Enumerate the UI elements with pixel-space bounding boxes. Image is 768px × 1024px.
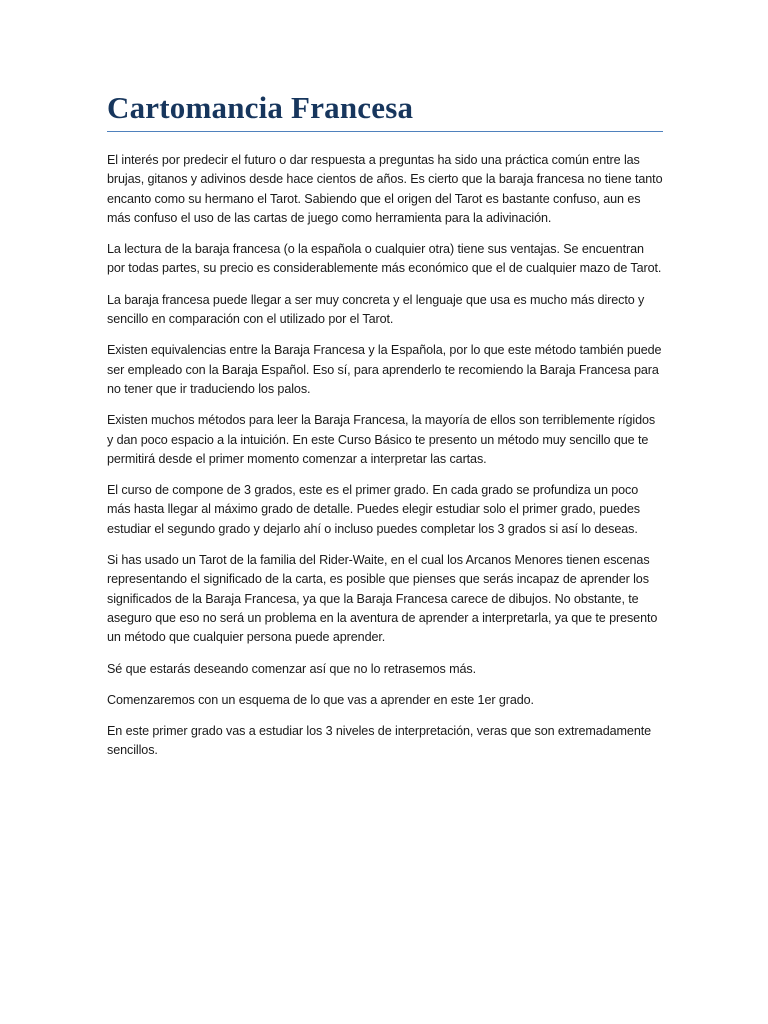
document-page: [107, 88, 663, 773]
paragraph: La baraja francesa puede llegar a ser muy concreta y el lenguaje que usa es mucho más directo y sencillo en comparación con el utilizado por el Tarot.: [107, 292, 645, 327]
title-underline-rule: [107, 131, 663, 132]
paragraph: Comenzaremos con un esquema de lo que vas a aprender en este 1er grado.: [107, 692, 534, 707]
paragraph: La lectura de la baraja francesa (o la española o cualquier otra) tiene sus ventajas. Se encuentran por todas partes, su precio es considerablemente más económico que el de cualquier mazo de Tarot.: [107, 242, 662, 276]
paragraph: Existen equivalencias entre la Baraja Francesa y la Española, por lo que este método también puede ser empleado con la Baraja Español. Eso sí, para aprenderlo te recomiendo la Baraja Francesa para no tener que ir traduciendo los palos.: [107, 343, 662, 396]
paragraph: El curso de compone de 3 grados, este es el primer grado. En cada grado se profundiza un poco más hasta llegar al máximo grado de detalle. Puedes elegir estudiar solo el primer grado, puedes estudiar el segundo grado y dejarlo ahí o incluso puedes completar los 3 grados si así lo deseas.: [107, 483, 640, 536]
paragraph: El interés por predecir el futuro o dar respuesta a preguntas ha sido una práctica común entre las brujas, gitanos y adivinos desde hace cientos de años. Es cierto que la baraja francesa no tiene tanto encanto como su hermano el Tarot. Sabiendo que el origen del Tarot es bastante confuso, aun es más confuso el uso de las cartas de juego como herramienta para la adivinación.: [107, 153, 663, 225]
document-title: Cartomancia Francesa: [107, 90, 414, 125]
paragraph: Sé que estarás deseando comenzar así que no lo retrasemos más.: [107, 661, 477, 676]
paragraph: Si has usado un Tarot de la familia del Rider-Waite, en el cual los Arcanos Menores tienen escenas representando el significado de la carta, es posible que pienses que serás incapaz de aprender los significados de la Baraja Francesa, ya que la Baraja Francesa carece de dibujos. No obstante, te aseguro que eso no será un problema en la aventura de aprender a interpretarla, ya que te presento un método que cualquier persona puede aprender.: [107, 553, 658, 645]
paragraph: En este primer grado vas a estudiar los 3 niveles de interpretación, veras que son extremadamente sencillos.: [107, 724, 652, 758]
paragraph: Existen muchos métodos para leer la Baraja Francesa, la mayoría de ellos son terriblemente rígidos y dan poco espacio a la intuición. En este Curso Básico te presento un método muy sencillo que te permitirá desde el primer momento comenzar a interpretar las cartas.: [107, 413, 656, 466]
